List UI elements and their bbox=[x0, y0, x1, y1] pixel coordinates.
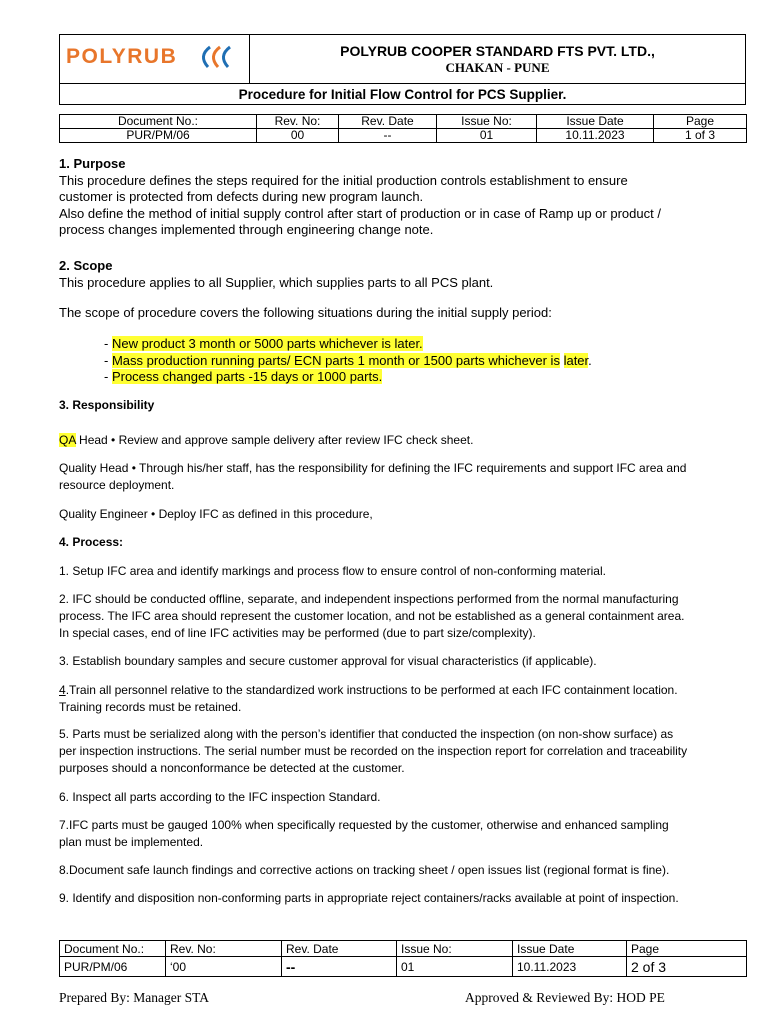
purpose-line: Also define the method of initial supply control after start of production or in case of Ramp up or product / bbox=[59, 205, 661, 221]
meta-header: Issue Date bbox=[537, 115, 654, 129]
footer-table bbox=[59, 940, 747, 977]
company-name: POLYRUB COOPER STANDARD FTS PVT. LTD., bbox=[340, 42, 655, 59]
footer-header: Issue No: bbox=[397, 941, 513, 957]
meta-value: -- bbox=[339, 129, 437, 143]
meta-header: Document No.: bbox=[60, 115, 257, 129]
footer-header: Document No.: bbox=[60, 941, 166, 957]
meta-header: Page bbox=[654, 115, 747, 129]
quality-engineer: Quality Engineer • Deploy IFC as defined in this procedure, bbox=[59, 507, 373, 521]
process-step-7: 7.IFC parts must be gauged 100% when specifically requested by the customer, otherwise and enhanced sampling plan must be implemented. bbox=[59, 818, 669, 849]
meta-value: 00 bbox=[257, 129, 339, 143]
scope-bullet: - Mass production running parts/ ECN parts 1 month or 1500 parts whichever is later. bbox=[104, 352, 592, 368]
process-heading: 4. Process: bbox=[59, 535, 124, 549]
process-step-8: 8.Document safe launch findings and corrective actions on tracking sheet / open issues list (regional format is fine). bbox=[59, 863, 670, 877]
scope-section bbox=[59, 258, 749, 291]
meta-header: Rev. No: bbox=[257, 115, 339, 129]
meta-header: Rev. Date bbox=[339, 115, 437, 129]
approved-by: Approved & Reviewed By: HOD PE bbox=[465, 990, 665, 1005]
logo-cell bbox=[60, 35, 250, 84]
footer-header: Page bbox=[627, 941, 747, 957]
polyrub-logo bbox=[60, 35, 249, 78]
footer-header: Rev. Date bbox=[282, 941, 397, 957]
footer-header: Issue Date bbox=[513, 941, 627, 957]
footer-value: ‘00 bbox=[166, 957, 282, 977]
purpose-line: customer is protected from defects during new program launch. bbox=[59, 189, 424, 204]
scope-situations: The scope of procedure covers the following situations during the initial supply period: bbox=[59, 305, 552, 320]
prepared-by: Prepared By: Manager STA bbox=[59, 990, 210, 1005]
process-step-5: 5. Parts must be serialized along with the person’s identifier that conducted the inspection (on non-show surface) as per inspection instructions. The serial number must be recorded on the inspection report for correlation and traceability purposes should a nonconformance be detected at the customer. bbox=[59, 727, 688, 775]
scope-line: This procedure applies to all Supplier, which supplies parts to all PCS plant. bbox=[59, 274, 494, 290]
document-header bbox=[59, 34, 746, 105]
footer-value: PUR/PM/06 bbox=[60, 957, 166, 977]
procedure-title: Procedure for Initial Flow Control for PCS Supplier. bbox=[60, 84, 746, 105]
footer-value: 10.11.2023 bbox=[513, 957, 627, 977]
meta-value: 10.11.2023 bbox=[537, 129, 654, 143]
scope-bullet: - New product 3 month or 5000 parts whichever is later. bbox=[104, 336, 423, 351]
purpose-line: process changes implemented through engineering change note. bbox=[59, 222, 434, 237]
process-step-9: 9. Identify and disposition non-conforming parts in appropriate reject containers/racks available at point of inspection. bbox=[59, 891, 679, 905]
meta-value: PUR/PM/06 bbox=[60, 129, 257, 143]
responsibility-heading: 3. Responsibility bbox=[59, 398, 155, 412]
footer-value: 2 of 3 bbox=[627, 957, 747, 977]
process-step-3: 3. Establish boundary samples and secure customer approval for visual characteristics (if applicable). bbox=[59, 654, 597, 668]
qa-head-line: QA Head • Review and approve sample delivery after review IFC check sheet. bbox=[59, 433, 474, 447]
footer-value: 01 bbox=[397, 957, 513, 977]
purpose-heading: 1. Purpose bbox=[59, 156, 126, 171]
process-step-6: 6. Inspect all parts according to the IFC inspection Standard. bbox=[59, 790, 381, 804]
meta-header: Issue No: bbox=[437, 115, 537, 129]
quality-head: Quality Head • Through his/her staff, has the responsibility for defining the IFC requirements and support IFC area and resource deployment. bbox=[59, 461, 687, 492]
process-step-1: 1. Setup IFC area and identify markings and process flow to ensure control of non-conforming material. bbox=[59, 564, 606, 578]
process-step-2: 2. IFC should be conducted offline, separate, and independent inspections performed from the normal manufacturing process. The IFC area should represent the customer location, and not be established as a general containment area. In special cases, end of line IFC activities may be performed (due to part size/complexity). bbox=[59, 592, 685, 640]
meta-table bbox=[59, 114, 747, 143]
meta-value: 01 bbox=[437, 129, 537, 143]
footer-header: Rev. No: bbox=[166, 941, 282, 957]
company-cell bbox=[250, 35, 746, 84]
company-location: CHAKAN - PUNE bbox=[445, 59, 550, 75]
scope-heading: 2. Scope bbox=[59, 258, 113, 273]
process-step-4: 4.Train all personnel relative to the standardized work instructions to be performed at each IFC containment location. Training records must be retained. bbox=[59, 683, 678, 714]
scope-bullet-list bbox=[104, 336, 592, 386]
meta-value: 1 of 3 bbox=[654, 129, 747, 143]
logo-text: POLYRUB bbox=[66, 45, 178, 68]
footer-value: -- bbox=[282, 957, 397, 977]
scope-bullet: - Process changed parts -15 days or 1000 parts. bbox=[104, 369, 383, 384]
purpose-section bbox=[59, 156, 749, 239]
purpose-line: This procedure defines the steps required for the initial production controls establishment to ensure bbox=[59, 172, 628, 188]
qa-tag: QA bbox=[59, 433, 76, 447]
